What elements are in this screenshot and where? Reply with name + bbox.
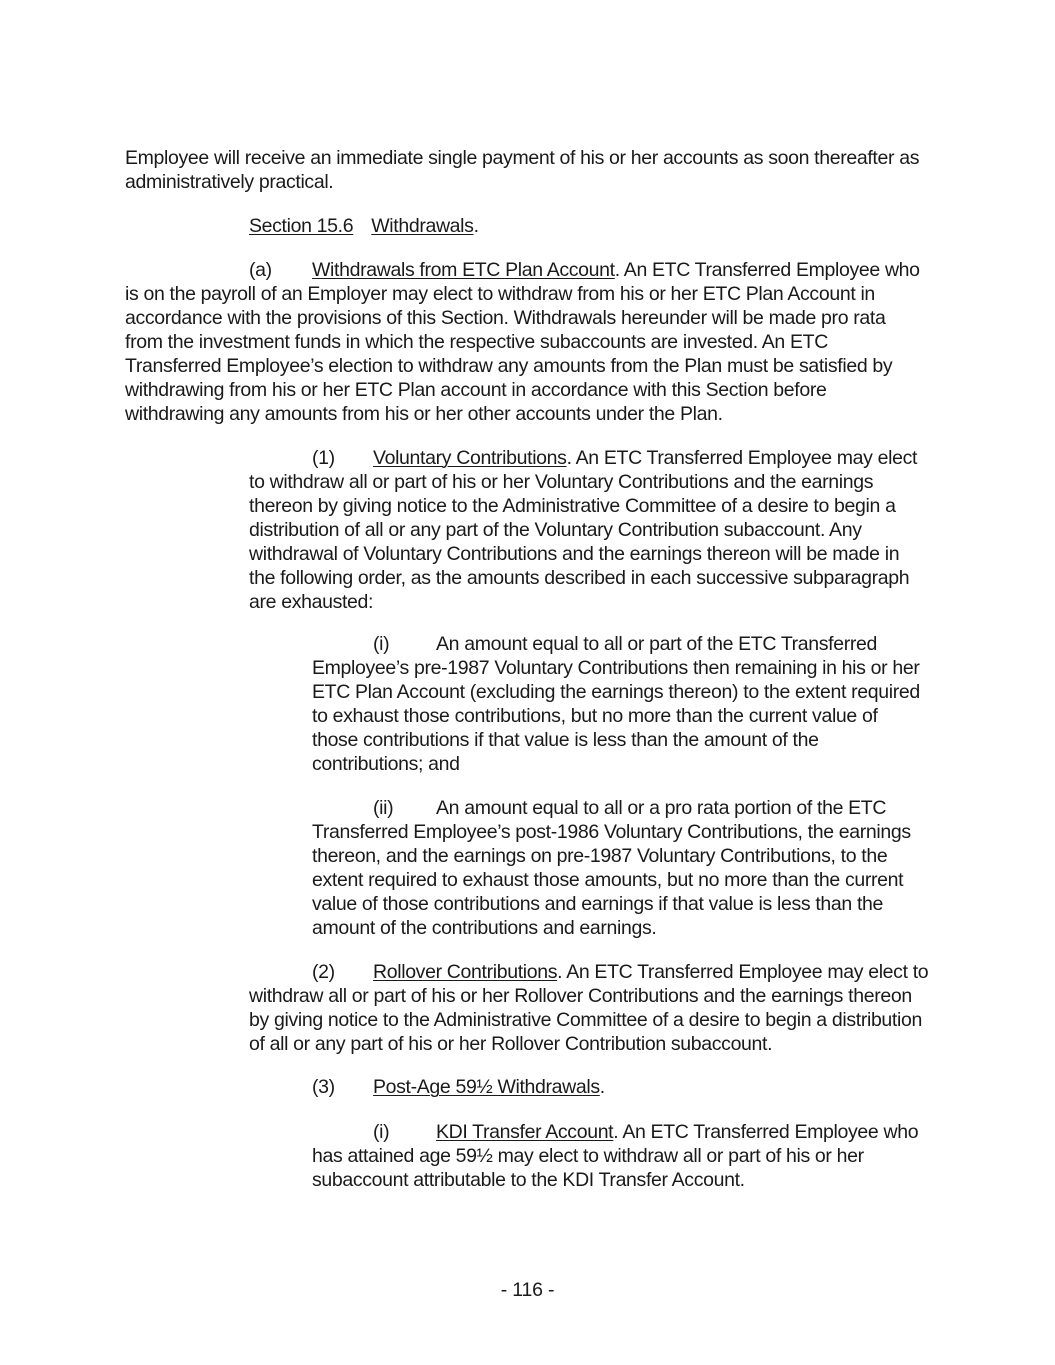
paragraph-1-heading: Voluntary Contributions — [373, 447, 567, 469]
paragraph-3 — [312, 1075, 925, 1099]
paragraph-1-ii-label: (ii) — [373, 797, 394, 819]
paragraph-1-text: . An ETC Transferred Employee may elect to withdraw all or part of his or her Voluntary Contributions and the earnings thereon by giving notice to the Administrative Committee of a desire to begin a distribution of all or any part of the Voluntary Contribution subaccount. Any withdrawal of Voluntary Contributions and the earnings thereon will be made in the following order, as the amounts described in each successive subparagraph are exhausted: — [249, 447, 918, 613]
paragraph-1-ii-text: An amount equal to all or a pro rata portion of the ETC Transferred Employee’s post-1986 Voluntary Contributions, the earnings thereon, and the earnings on pre-1987 Voluntary Contributions, to the extent required to exhaust those amounts, but no more than the current value of those contributions and earnings if that value is less than the amount of the contributions and earnings. — [312, 797, 911, 939]
paragraph-2-text: . An ETC Transferred Employee may elect to withdraw all or part of his or her Rollover Contributions and the earnings thereon by giving notice to the Administrative Committee of a desire to begin a distribution of all or any part of his or her Rollover Contribution subaccount. — [249, 961, 929, 1055]
page-number: - 116 - — [500, 1279, 555, 1301]
section-trail: . — [473, 215, 479, 237]
paragraph-1-i — [312, 632, 925, 776]
paragraph-a-text: . An ETC Transferred Employee who is on the payroll of an Employer may elect to withdraw from his or her ETC Plan Account in accordance with the provisions of this Section. Withdrawals hereunder will be made pro rata from the investment funds in which the respective subaccounts are invested. An ETC Transferred Employee’s election to withdraw any amounts from the Plan must be satisfied by withdrawing from his or her ETC Plan account in accordance with this Section before withdrawing any amounts from his or her other accounts under the Plan. — [125, 259, 920, 425]
paragraph-1-i-label: (i) — [373, 633, 390, 655]
paragraph-1-i-text: An amount equal to all or part of the ETC Transferred Employee’s pre-1987 Voluntary Contributions then remaining in his or her ETC Plan Account (excluding the earnings thereon) to the extent required to exhaust those contributions, but no more than the current value of those contributions if that value is less than the amount of the contributions; and — [312, 633, 920, 775]
paragraph-3-i — [312, 1120, 925, 1192]
intro-text: Employee will receive an immediate single payment of his or her accounts as soon thereafter as administratively practical. — [125, 147, 920, 193]
paragraph-3-i-label: (i) — [373, 1121, 390, 1143]
intro-paragraph — [125, 146, 925, 194]
paragraph-3-heading: Post-Age 59½ Withdrawals — [373, 1076, 600, 1098]
section-heading — [249, 214, 925, 238]
paragraph-3-label: (3) — [312, 1076, 335, 1098]
paragraph-3-i-text: . An ETC Transferred Employee who has attained age 59½ may elect to withdraw all or part of his or her subaccount attributable to the KDI Transfer Account. — [312, 1121, 919, 1191]
paragraph-2-label: (2) — [312, 961, 335, 983]
paragraph-3-trail: . — [599, 1076, 605, 1098]
paragraph-3-i-heading: KDI Transfer Account — [436, 1121, 614, 1143]
paragraph-2-heading: Rollover Contributions — [373, 961, 558, 983]
paragraph-1 — [249, 446, 925, 614]
paragraph-1-label: (1) — [312, 447, 335, 469]
paragraph-a-label: (a) — [249, 259, 272, 281]
paragraph-1-ii — [312, 796, 925, 940]
section-title: Withdrawals — [371, 215, 474, 237]
paragraph-2 — [249, 960, 931, 1056]
paragraph-a — [125, 258, 925, 426]
paragraph-a-heading: Withdrawals from ETC Plan Account — [312, 259, 615, 281]
section-number: Section 15.6 — [249, 215, 354, 237]
